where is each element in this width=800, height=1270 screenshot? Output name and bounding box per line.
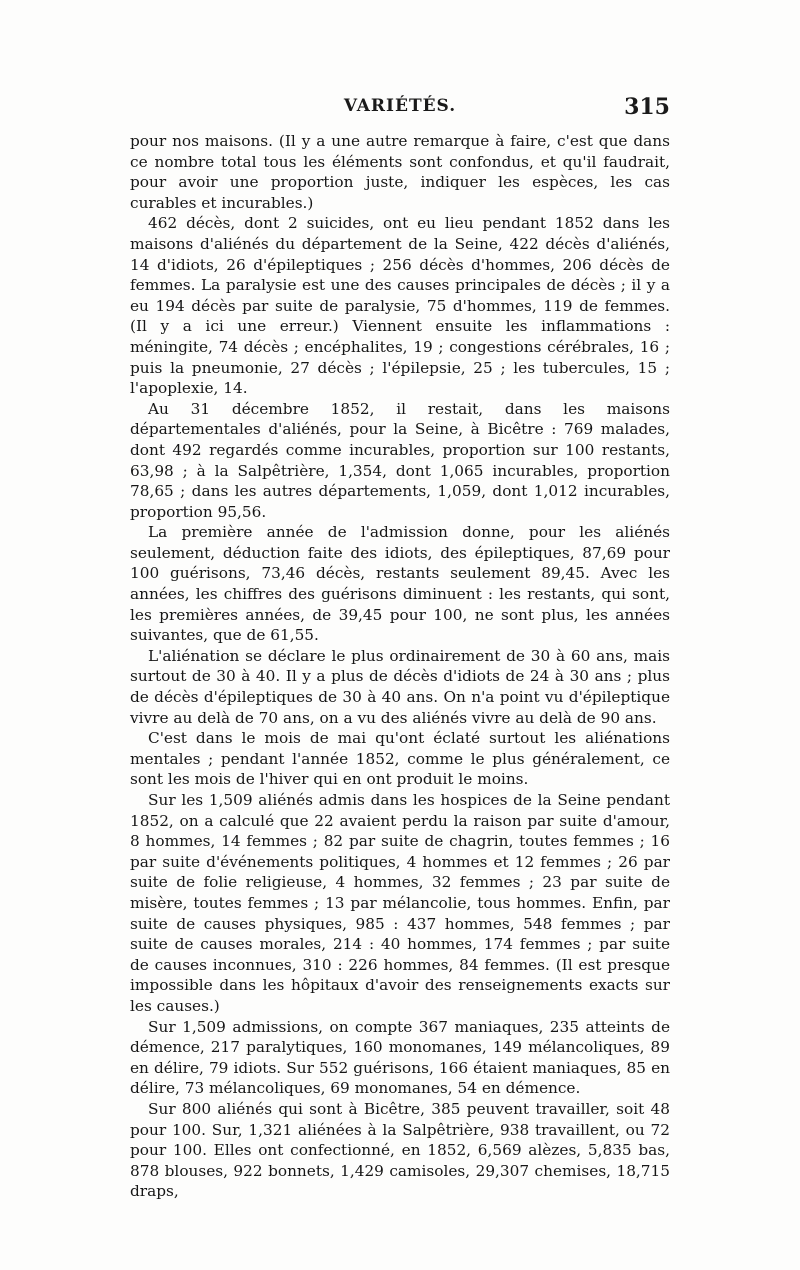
body-text bbox=[130, 131, 670, 1202]
paragraph-deaths: 462 décès, dont 2 suicides, ont eu lieu pendant 1852 dans les maisons d'aliénés du département de la Seine, 422 décès d'aliénés, 14 d'idiots, 26 d'épileptiques ; 256 décès d'hommes, 206 décès de femmes. La paralysie est une des causes principales de décès ; il y a eu 194 décès par suite de paralysie, 75 d'hommes, 119 de femmes. (Il y a ici une erreur.) Viennent ensuite les inflammations : méningite, 74 décès ; encéphalites, 19 ; congestions cérébrales, 16 ; puis la pneumonie, 27 décès ; l'épilepsie, 25 ; les tubercules, 15 ; l'apoplexie, 14. bbox=[130, 214, 670, 398]
page-header bbox=[130, 96, 670, 126]
paragraph-remaining: Au 31 décembre 1852, il restait, dans les maisons départementales d'aliénés, pour la Seine, à Bicêtre : 769 malades, dont 492 regardés comme incurables, proportion sur 100 restants, 63,98 ; à la Salpêtrière, 1,354, dont 1,065 incurables, proportion 78,65 ; dans les autres départements, 1,059, dont 1,012 incurables, proportion 95,56. bbox=[130, 399, 670, 521]
paragraph-admissions: Sur 1,509 admissions, on compte 367 maniaques, 235 atteints de démence, 217 paralytiques, 160 monomanes, 149 mélancoliques, 89 en délire, 79 idiots. Sur 552 guérisons, 166 étaient maniaques, 85 en délire, 73 mélancoliques, 69 monomanes, 54 en démence. bbox=[130, 1017, 670, 1098]
paragraph-season: C'est dans le mois de mai qu'ont éclaté surtout les aliénations mentales ; pendant l'année 1852, comme le plus généralement, ce sont les mois de l'hiver qui en ont produit le moins. bbox=[130, 729, 670, 789]
running-title: VARIÉTÉS. bbox=[343, 96, 457, 116]
paragraph-continuation: pour nos maisons. (Il y a une autre remarque à faire, c'est que dans ce nombre total tous les éléments sont confondus, et qu'il faudrait, pour avoir une proportion juste, indiquer les espèces, les cas curables et incurables.) bbox=[130, 132, 670, 212]
page-number: 315 bbox=[624, 94, 670, 120]
paragraph-first-year: La première année de l'admission donne, pour les aliénés seulement, déduction faite des idiots, des épileptiques, 87,69 pour 100 guérisons, 73,46 décès, restants seulement 89,45. Avec les années, les chiffres des guérisons diminuent : les restants, qui sont, les premières années, de 39,45 pour 100, ne sont plus, les années suivantes, que de 61,55. bbox=[130, 523, 670, 645]
paragraph-age: L'aliénation se déclare le plus ordinairement de 30 à 60 ans, mais surtout de 30 à 40. Il y a plus de décès d'idiots de 24 à 30 ans ; plus de décès d'épileptiques de 30 à 40 ans. On n'a point vu d'épileptique vivre au delà de 70 ans, on a vu des aliénés vivre au delà de 90 ans. bbox=[130, 646, 670, 727]
paragraph-causes: Sur les 1,509 aliénés admis dans les hospices de la Seine pendant 1852, on a calculé que 22 avaient perdu la raison par suite d'amour, 8 hommes, 14 femmes ; 82 par suite de chagrin, toutes femmes ; 16 par suite d'événements politiques, 4 hommes et 12 femmes ; 26 par suite de folie religieuse, 4 hommes, 32 femmes ; 23 par suite de misère, toutes femmes ; 13 par mélancolie, tous hommes. Enfin, par suite de causes physiques, 985 : 437 hommes, 548 femmes ; par suite de causes morales, 214 : 40 hommes, 174 femmes ; par suite de causes inconnues, 310 : 226 hommes, 84 femmes. (Il est presque impossible dans les hôpitaux d'avoir des renseignements exacts sur les causes.) bbox=[130, 791, 670, 1015]
paragraph-work: Sur 800 aliénés qui sont à Bicêtre, 385 peuvent travailler, soit 48 pour 100. Sur, 1,321 aliénées à la Salpêtrière, 938 travaillent, ou 72 pour 100. Elles ont confectionné, en 1852, 6,569 alèzes, 5,835 bas, 878 blouses, 922 bonnets, 1,429 camisoles, 29,307 chemises, 18,715 draps, bbox=[130, 1099, 670, 1201]
